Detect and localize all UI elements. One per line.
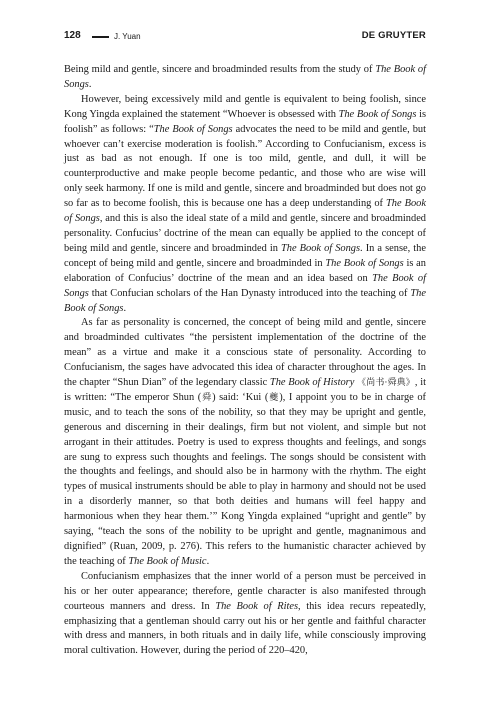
text-run: . [88,78,92,90]
italic-title: The Book of History [269,377,355,389]
text-run: Confucianism emphasizes that the inner world of a person must be perceived in his or her outer appearance; therefore, gentle character is also manifested through courteous manners and dress. In [64,570,426,612]
italic-title: The Book of Songs [153,123,233,135]
italic-title: The Book of Songs [64,198,426,225]
chinese-characters: 夔 [268,392,280,403]
italic-title: The Book of Rites [215,600,298,612]
italic-title: The Book of Songs [338,108,417,120]
text-run: ) said: ‘Kui ( [212,391,269,403]
text-run: As far as personality is concerned, the concept of being mild and gentle, sincere and broadminded cultivates “the persistent implementation of the doctrine of the mean” as a virtue and make it a conscious state of personality. According to Confucianism, the sages have advocated this idea of character throughout the ages. In the chapter “Shun Dian” of the legendary classic [64,317,426,389]
header-rule [92,36,109,38]
italic-title: The Book of Music [128,555,207,567]
chinese-characters: 《尚书·舜典》 [357,378,415,389]
running-author: J. Yuan [114,32,141,41]
text-run: . [123,302,127,314]
italic-title: The Book of Songs [64,64,426,90]
text-run: is foolish” as follows: “ [64,108,426,135]
text-run: Being mild and gentle, sincere and broadminded results from the study of [64,64,376,75]
publisher-logo: DE GRUYTER [361,30,426,41]
paragraph [64,570,426,659]
italic-title: The Book of Songs [281,242,361,254]
chinese-characters: 舜 [201,392,213,403]
paragraph [64,93,426,317]
text-run: that Confucian scholars of the Han Dynasty introduced into the teaching of [88,287,411,299]
italic-title: The Book of Songs [64,287,426,314]
text-run: is an elaboration of Confucius’ doctrine of the mean and an idea based on [64,257,426,284]
text-run: , it is written: “The emperor Shun ( [64,377,426,403]
text-run: . In a sense, the concept of being mild and gentle, sincere and broadminded in [64,242,426,269]
text-run: However, being excessively mild and gentle is equivalent to being foolish, since Kong Yingda explained the statement “Whoever is obsessed with [64,93,426,120]
text-run: ), I appoint you to be in charge of music, and to teach the sons of the nobility, so that they may be upright and gentle, generous and discerning in their dealings, firm but not violent, and simple but not arrogant in their attitudes. Poetry is used to express thoughts and feelings, and songs are sung to express such thoughts and feelings. The songs should be consistent with the thoughts and feelings, and should also be in harmony with the rhythm. The eight types of musical instruments should be able to play in harmony and should not be used in a disorderly manner, so that both deities and humans will feel happy and harmonious when they hear them.’” Kong Yingda explained “upright and gentle” by saying, “teach the sons of the nobility to be upright and gentle, magnanimous and dignified” (Ruan, 2009, p. 276). This refers to the humanistic character achieved by the teaching of [64,391,426,567]
text-run: . [206,555,210,567]
text-run: , this idea recurs repeatedly, emphasizing that a gentleman should carry out his or her gentle and faithful character with dress and manners, in both rituals and in daily life, while consciously improving moral cultivation. However, during the period of 220–420, [64,600,426,657]
italic-title: The Book of Songs [64,272,427,299]
body-text [64,63,426,659]
text-run: , and this is also the ideal state of a mild and gentle, sincere and broadminded personality. Confucius’ doctrine of the mean can equally be applied to the concept of being mild and gentle, sincere and broadminded in [64,213,426,254]
text-run: advocates the need to be mild and gentle, but whoever can’t exercise moderation is foolish.” According to Confucianism, excess is just as bad as not enough. If one is too mild, gentle, and dull, it will be counterproductive and make people become pedantic, and those who are wise will only seek harmony. If one is mild and gentle, sincere and broadminded but does not go so far as to become foolish, this is because one has a deep understanding of [64,123,427,210]
running-header [64,30,426,44]
paragraph [64,63,426,93]
page-number: 128 [64,30,81,41]
italic-title: The Book of Songs [325,257,404,269]
paragraph [64,316,426,569]
